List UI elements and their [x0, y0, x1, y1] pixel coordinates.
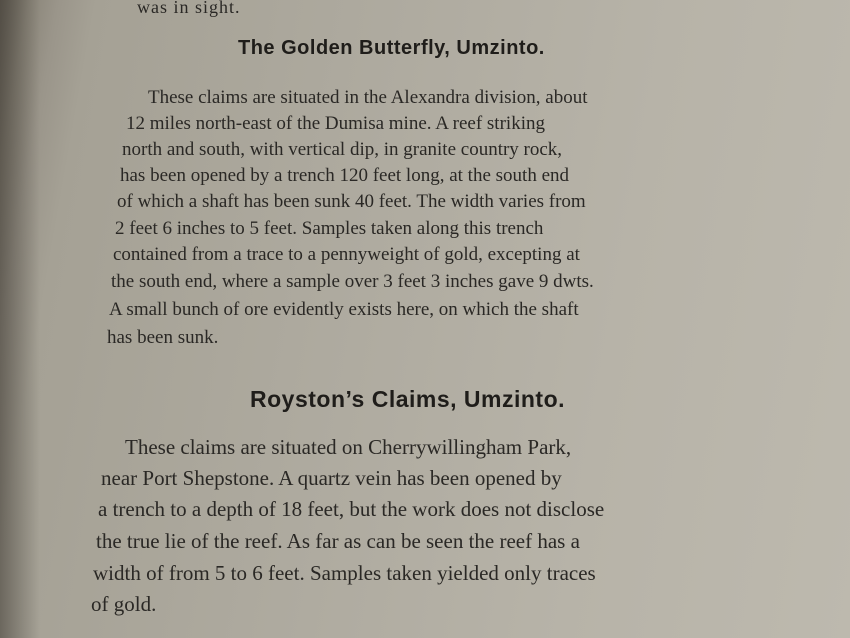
golden-butterfly-line-7: contained from a trace to a pennyweight of gold, excepting at — [113, 244, 580, 265]
top-fragment: was in sight. — [137, 0, 241, 17]
roystons-line-2: near Port Shepstone. A quartz vein has been opened by — [101, 466, 562, 490]
section-heading-golden-butterfly: The Golden Butterfly, Umzinto. — [238, 37, 545, 59]
golden-butterfly-line-8: the south end, where a sample over 3 feet 3 inches gave 9 dwts. — [111, 271, 594, 292]
roystons-line-3: a trench to a depth of 18 feet, but the work does not disclose — [98, 497, 605, 521]
golden-butterfly-line-3: north and south, with vertical dip, in granite country rock, — [122, 139, 563, 160]
golden-butterfly-line-9: A small bunch of ore evidently exists here, on which the shaft — [109, 299, 579, 320]
golden-butterfly-line-2: 12 miles north-east of the Dumisa mine. A reef striking — [126, 113, 545, 134]
section-heading-roystons-claims: Royston’s Claims, Umzinto. — [250, 386, 566, 412]
roystons-line-4: the true lie of the reef. As far as can be seen the reef has a — [96, 529, 580, 553]
golden-butterfly-line-4: has been opened by a trench 120 feet long, at the south end — [120, 165, 569, 186]
roystons-line-1: These claims are situated on Cherrywillingham Park, — [125, 435, 572, 459]
golden-butterfly-line-5: of which a shaft has been sunk 40 feet. The width varies from — [117, 191, 586, 212]
roystons-line-6: of gold. — [91, 592, 157, 616]
golden-butterfly-line-1: These claims are situated in the Alexandra division, about — [148, 87, 588, 108]
golden-butterfly-line-6: 2 feet 6 inches to 5 feet. Samples taken along this trench — [115, 218, 544, 239]
roystons-line-5: width of from 5 to 6 feet. Samples taken yielded only traces — [93, 561, 596, 585]
golden-butterfly-line-10: has been sunk. — [107, 327, 219, 348]
